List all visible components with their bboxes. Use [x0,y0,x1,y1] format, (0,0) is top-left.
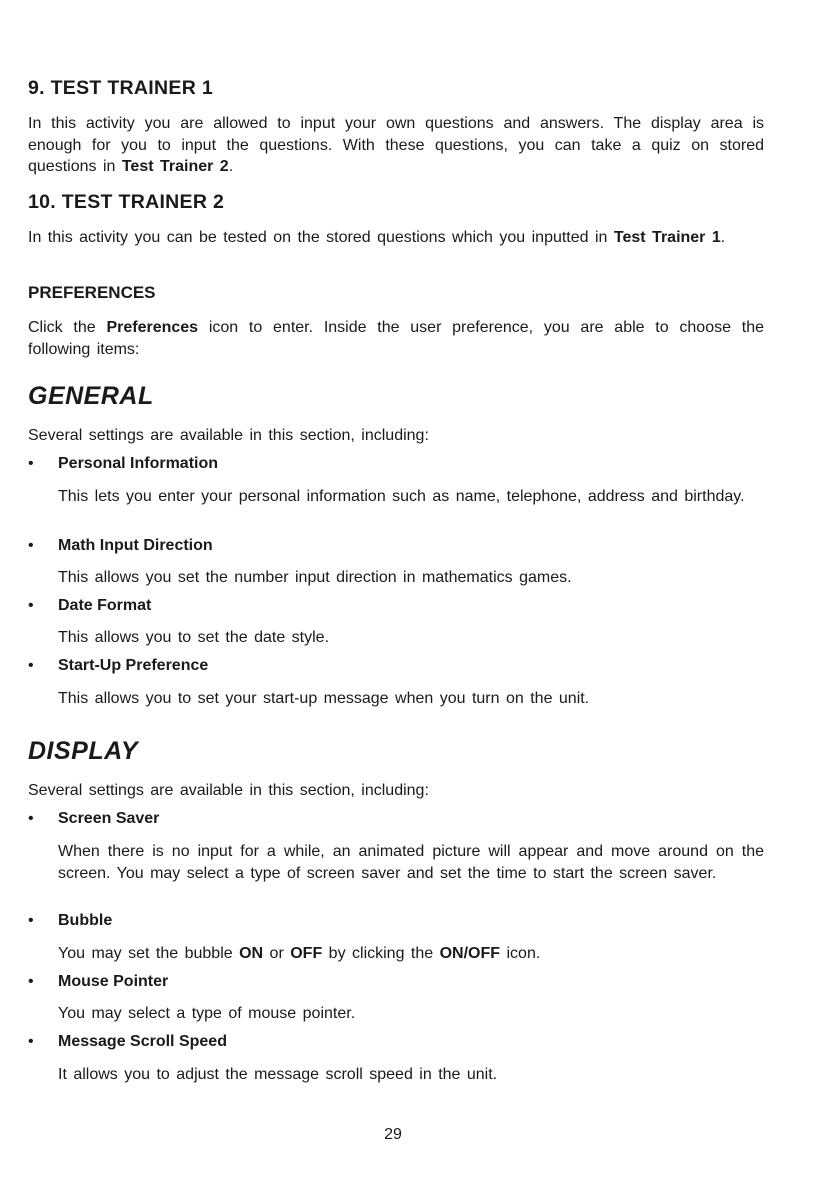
heading-general: GENERAL [28,382,154,410]
display-item-desc: You may select a type of mouse pointer. [58,1005,356,1022]
bullet-icon: • [28,810,34,827]
bullet-icon: • [28,537,34,554]
paragraph-test-trainer-2: In this activity you can be tested on the stored questions which you inputted in Test Trainer 1. [28,229,726,246]
general-item-desc: This lets you enter your personal information such as name, telephone, address and birthday. [58,488,745,505]
display-item-desc: You may set the bubble ON or OFF by clicking the ON/OFF icon. [58,945,541,962]
paragraph-preferences: Click the Preferences icon to enter. Inside the user preference, you are able to choose the following items: [28,319,765,358]
bullet-icon: • [28,597,34,614]
paragraph-test-trainer-1: In this activity you are allowed to input your own questions and answers. The display area is enough for you to input the questions. With these questions, you can take a quiz on stored questions in Test Trainer 2. [28,115,764,175]
heading-test-trainer-2: 10. TEST TRAINER 2 [28,191,225,213]
general-item-desc: This allows you to set your start-up message when you turn on the unit. [58,690,590,707]
general-item-desc: This allows you to set the date style. [58,629,330,646]
general-intro: Several settings are available in this section, including: [28,427,429,444]
page-number: 29 [384,1126,402,1143]
heading-test-trainer-1: 9. TEST TRAINER 1 [28,77,213,99]
bullet-icon: • [28,912,34,929]
display-item-desc: It allows you to adjust the message scroll speed in the unit. [58,1066,498,1083]
display-item-desc: When there is no input for a while, an animated picture will appear and move around on the screen. You may select a type of screen saver and set the time to start the screen saver. [58,843,764,882]
display-intro: Several settings are available in this section, including: [28,782,429,799]
heading-display: DISPLAY [28,737,138,765]
bullet-icon: • [28,657,34,674]
bullet-icon: • [28,1033,34,1050]
bullet-icon: • [28,455,34,472]
general-item-desc: This allows you set the number input direction in mathematics games. [58,569,572,586]
bullet-icon: • [28,973,34,990]
heading-preferences: PREFERENCES [28,283,156,302]
